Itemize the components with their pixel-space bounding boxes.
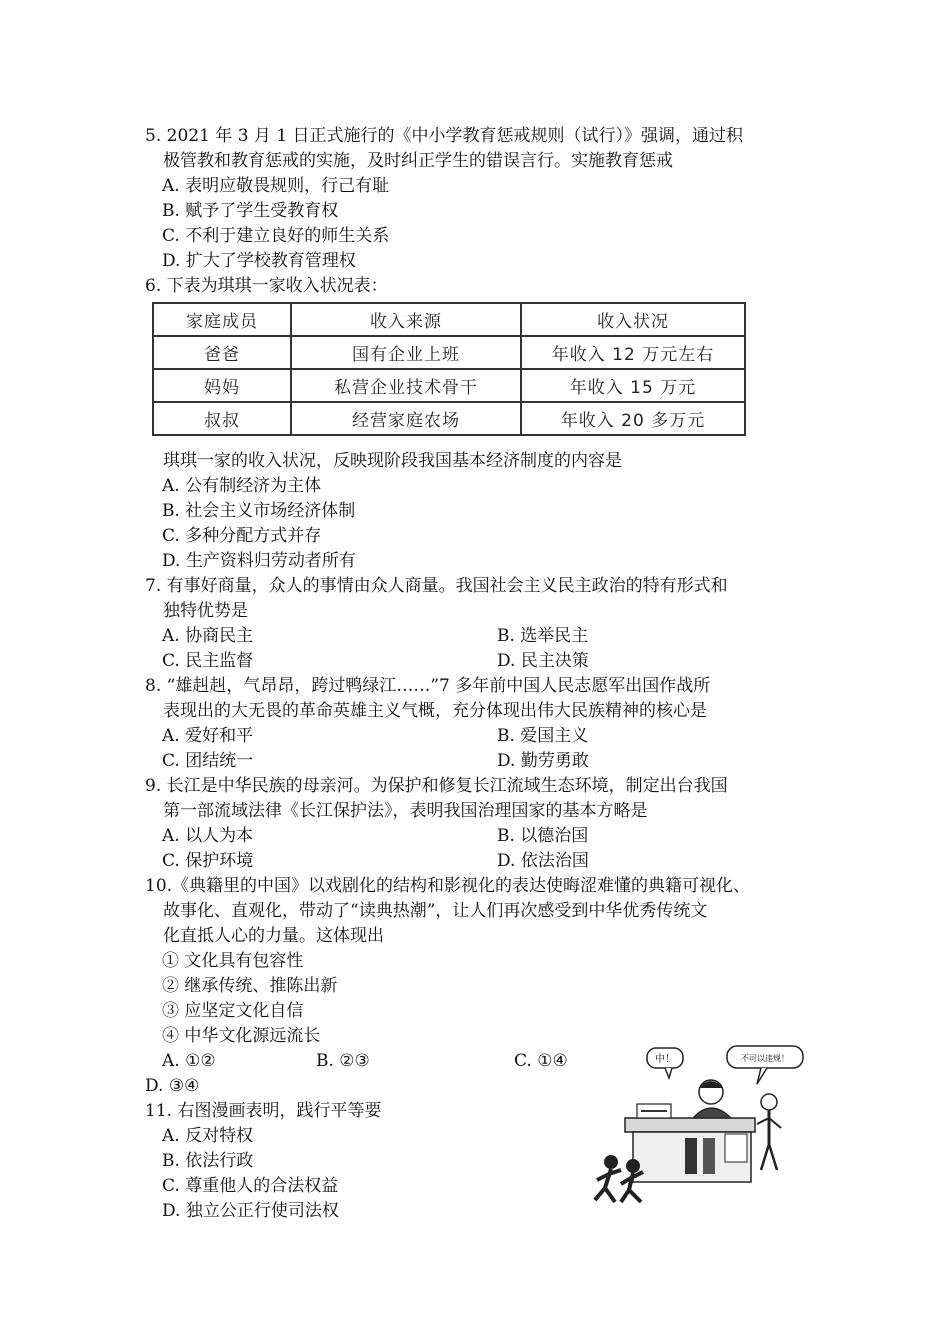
bubble-left-text: 中！ [655,1054,675,1065]
table-cell: 爸爸 [153,336,291,369]
q6-option-a: A. 公有制经济为主体 [162,476,322,496]
q6-stem-line1: 6. 下表为琪琪一家收入状况表： [145,276,388,296]
table-cell: 叔叔 [153,402,291,435]
service-counter [625,1104,755,1182]
table-header-row [153,303,745,336]
q6-stem-line2: 琪琪一家的收入状况，反映现阶段我国基本经济制度的内容是 [163,451,622,471]
q5-stem-line2: 极管教和教育惩戒的实施，及时纠正学生的错误言行。实施教育惩戒 [163,151,673,171]
q6-option-b: B. 社会主义市场经济体制 [162,501,356,521]
q7-option-b: B. 选举民主 [497,626,589,646]
q10-statement-4: ④ 中华文化源远流长 [162,1026,321,1046]
bubble-right-text: 不可以违规！ [741,1054,789,1063]
q5-option-c: C. 不利于建立良好的师生关系 [162,226,390,246]
table-cell: 经营家庭农场 [291,402,521,435]
q11-option-d: D. 独立公正行使司法权 [162,1201,339,1221]
speech-bubble-left [647,1048,683,1078]
q8-stem-line2: 表现出的大无畏的革命英雄主义气概，充分体现出伟大民族精神的核心是 [163,701,707,721]
q9-stem-line2: 第一部流域法律《长江保护法》，表明我国治理国家的基本方略是 [163,801,648,821]
q5-option-b: B. 赋予了学生受教育权 [162,201,339,221]
q9-option-b: B. 以德治国 [497,826,589,846]
q11-stem-line1: 11. 右图漫画表明，践行平等要 [145,1101,382,1121]
q8-stem-line1: 8. “雄赳赳，气昂昂，跨过鸭绿江……”7 多年前中国人民志愿军出国作战所 [145,676,711,696]
q10-option-c: C. ①④ [514,1051,568,1071]
q10-statement-1: ① 文化具有包容性 [162,951,304,971]
table-cell: 年收入 20 多万元 [521,402,745,435]
q11-option-b: B. 依法行政 [162,1151,254,1171]
q9-option-a: A. 以人为本 [162,826,254,846]
q5-option-d: D. 扩大了学校教育管理权 [162,251,356,271]
table-cell: 妈妈 [153,369,291,402]
q10-statement-3: ③ 应坚定文化自信 [162,1001,304,1021]
q10-statement-2: ② 继承传统、推陈出新 [162,976,338,996]
q11-option-a: A. 反对特权 [162,1126,254,1146]
q10-option-b: B. ②③ [316,1051,370,1071]
table-row [153,369,745,402]
table-header-cell: 家庭成员 [153,303,291,336]
q10-stem-line2: 故事化、直观化，带动了“读典热潮”，让人们再次感受到中华优秀传统文 [163,901,708,921]
q8-option-a: A. 爱好和平 [162,726,254,746]
q9-stem-line1: 9. 长江是中华民族的母亲河。为保护和修复长江流域生态环境，制定出台我国 [145,776,728,796]
table-cell: 私营企业技术骨干 [291,369,521,402]
q7-stem-line2: 独特优势是 [163,601,248,621]
q6-option-c: C. 多种分配方式并存 [162,526,322,546]
table-cell: 国有企业上班 [291,336,521,369]
q5-stem-line1: 5. 2021 年 3 月 1 日正式施行的《中小学教育惩戒规则（试行）》强调，通过积 [145,126,744,146]
q11-option-c: C. 尊重他人的合法权益 [162,1176,339,1196]
q7-stem-line1: 7. 有事好商量，众人的事情由众人商量。我国社会主义民主政治的特有形式和 [145,576,728,596]
q8-option-d: D. 勤劳勇敢 [497,751,589,771]
income-table [152,302,746,436]
table-cell: 年收入 15 万元 [521,369,745,402]
q10-option-a: A. ①② [162,1051,216,1071]
clerk-figure [693,1080,731,1118]
table-cell: 年收入 12 万元左右 [521,336,745,369]
table-row [153,336,745,369]
q10-stem-line1: 10.《典籍里的中国》以戏剧化的结构和影视化的表达使晦涩难懂的典籍可视化、 [145,876,751,896]
cartoon-illustration [585,1040,815,1208]
q10-stem-line3: 化直抵人心的力量。这体现出 [163,926,384,946]
speech-bubble-right [727,1046,803,1084]
table-row [153,402,745,435]
table-header-cell: 收入状况 [521,303,745,336]
q8-option-c: C. 团结统一 [162,751,254,771]
q9-option-d: D. 依法治国 [497,851,589,871]
q5-option-a: A. 表明应敬畏规则，行己有耻 [162,176,390,196]
q6-option-d: D. 生产资料归劳动者所有 [162,551,356,571]
citizen-figure [757,1094,781,1170]
q7-option-d: D. 民主决策 [497,651,589,671]
q7-option-c: C. 民主监督 [162,651,254,671]
q7-option-a: A. 协商民主 [162,626,254,646]
q10-option-d: D. ③④ [145,1076,200,1096]
q9-option-c: C. 保护环境 [162,851,254,871]
q8-option-b: B. 爱国主义 [497,726,589,746]
table-header-cell: 收入来源 [291,303,521,336]
